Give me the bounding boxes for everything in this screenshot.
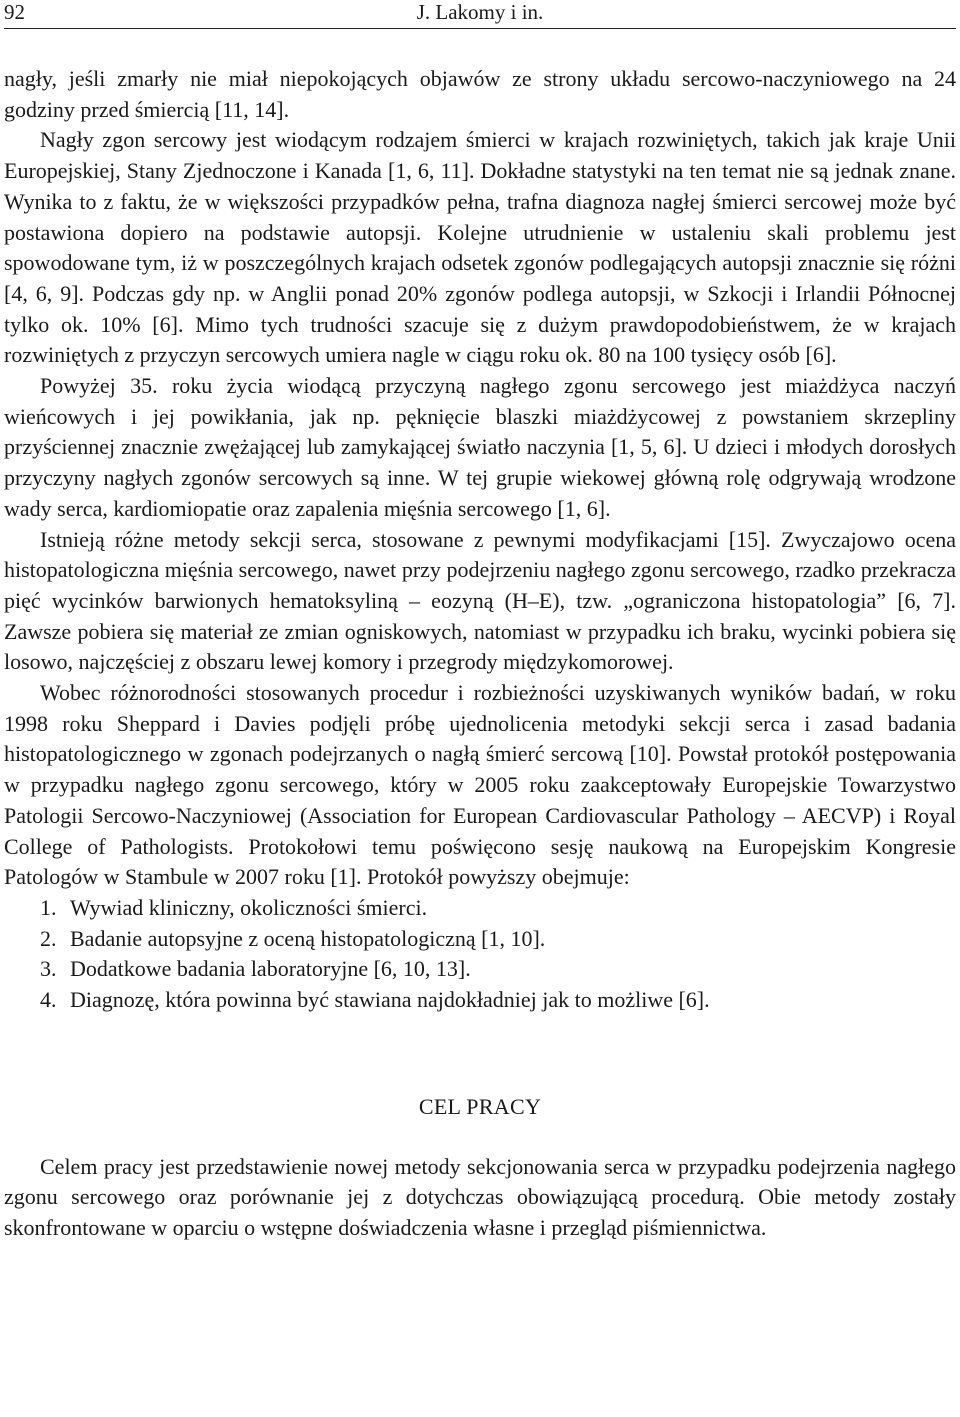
section-heading: CEL PRACY xyxy=(418,1093,542,1119)
paragraph-6: Celem pracy jest przedstawienie nowej metody sekcjonowania serca w przypadku podejrzenia nagłego zgonu sercowego oraz porównanie jej z dotychczas obowiązującą procedurą. Obie metody zostały skonfrontowane w oparciu o wstępne doświadczenia własne i przegląd piśmiennictwa. xyxy=(4,1153,956,1240)
running-title: J. Lakomy i in. xyxy=(416,0,544,24)
list-item xyxy=(4,893,956,924)
list-item xyxy=(4,924,956,955)
protocol-list xyxy=(4,893,956,1016)
list-item xyxy=(4,985,956,1016)
list-item-number: 1. xyxy=(40,894,57,920)
list-item-number: 3. xyxy=(40,956,57,982)
list-item-text: Dodatkowe badania laboratoryjne [6, 10, 13]. xyxy=(70,956,471,982)
page-body xyxy=(4,64,956,1244)
list-item-number: 4. xyxy=(40,987,57,1013)
paragraph-5: Wobec różnorodności stosowanych procedur i rozbieżności uzyskiwanych wyników badań, w roku 1998 roku Sheppard i Davies podjęli próbę ujednolicenia metodyki sekcji serca i zasad badania histopatologicznego w zgonach podejrzanych o nagłą śmierć sercową [10]. Powstał protokół postępowania w przypadku nagłego zgonu sercowego, który w 2005 roku zaakceptowały Europejskie Towarzystwo Patologii Sercowo-Naczyniowej (Association for European Cardiovascular Pathology – AECVP) i Royal College of Pathologists. Protokołowi temu poświęcono sesję naukową na Europejskim Kongresie Patologów w Stambule w 2007 roku [1]. Protokół powyższy obejmuje: xyxy=(4,680,956,890)
paragraph-3: Powyżej 35. roku życia wiodącą przyczyną nagłego zgonu sercowego jest miażdżyca naczyń wieńcowych i jej powikłania, jak np. pęknięcie blaszki miażdżycowej z powstaniem skrzepliny przyściennej znacznie zwężającej lub zamykającej światło naczynia [1, 5, 6]. U dzieci i młodych dorosłych przyczyny nagłych zgonów sercowych są inne. W tej grupie wiekowej główną rolę odgrywają wrodzone wady serca, kardiomiopatie oraz zapalenia mięśnia sercowego [1, 6]. xyxy=(4,373,956,521)
list-item-text: Diagnozę, która powinna być stawiana najdokładniej jak to możliwe [6]. xyxy=(70,987,710,1013)
list-item-number: 2. xyxy=(40,925,57,951)
paragraph-1: nagły, jeśli zmarły nie miał niepokojących objawów ze strony układu sercowo-naczyniowego na 24 godziny przed śmiercią [11, 14]. xyxy=(4,66,956,122)
list-item xyxy=(4,954,956,985)
list-item-text: Wywiad kliniczny, okoliczności śmierci. xyxy=(70,894,428,920)
paragraph-4: Istnieją różne metody sekcji serca, stosowane z pewnymi modyfikacjami [15]. Zwyczajowo ocena histopatologiczna mięśnia sercowego, nawet przy podejrzeniu nagłego zgonu sercowego, rzadko przekracza pięć wycinków barwionych hematoksyliną – eozyną (H–E), tzw. „ograniczona histopatologia” [6, 7]. Zawsze pobiera się materiał ze zmian ogniskowych, natomiast w przypadku ich braku, wycinki pobiera się losowo, najczęściej z obszaru lewej komory i przegrody międzykomorowej. xyxy=(4,526,956,675)
paragraph-2: Nagły zgon sercowy jest wiodącym rodzajem śmierci w krajach rozwiniętych, takich jak kraje Unii Europejskiej, Stany Zjednoczone i Kanada [1, 6, 11]. Dokładne statystyki na ten temat nie są jednak znane. Wynika to z faktu, że w większości przypadków pełna, trafna diagnoza nagłej śmierci sercowej może być postawiona dopiero na podstawie autopsji. Kolejne utrudnienie w ustaleniu skali problemu jest spowodowane tym, iż w poszczególnych krajach odsetek zgonów podlegających autopsji znacznie się różni [4, 6, 9]. Podczas gdy np. w Anglii ponad 20% zgonów podlega autopsji, w Szkocji i Irlandii Północnej tylko ok. 10% [6]. Mimo tych trudności szacuje się z dużym prawdopodobieństwem, że w krajach rozwiniętych z przyczyn sercowych umiera nagle w ciągu roku ok. 80 na 100 tysięcy osób [6]. xyxy=(4,127,956,368)
list-item-text: Badanie autopsyjne z oceną histopatologiczną [1, 10]. xyxy=(70,925,546,951)
page-header xyxy=(4,0,956,29)
page-number: 92 xyxy=(4,0,25,24)
